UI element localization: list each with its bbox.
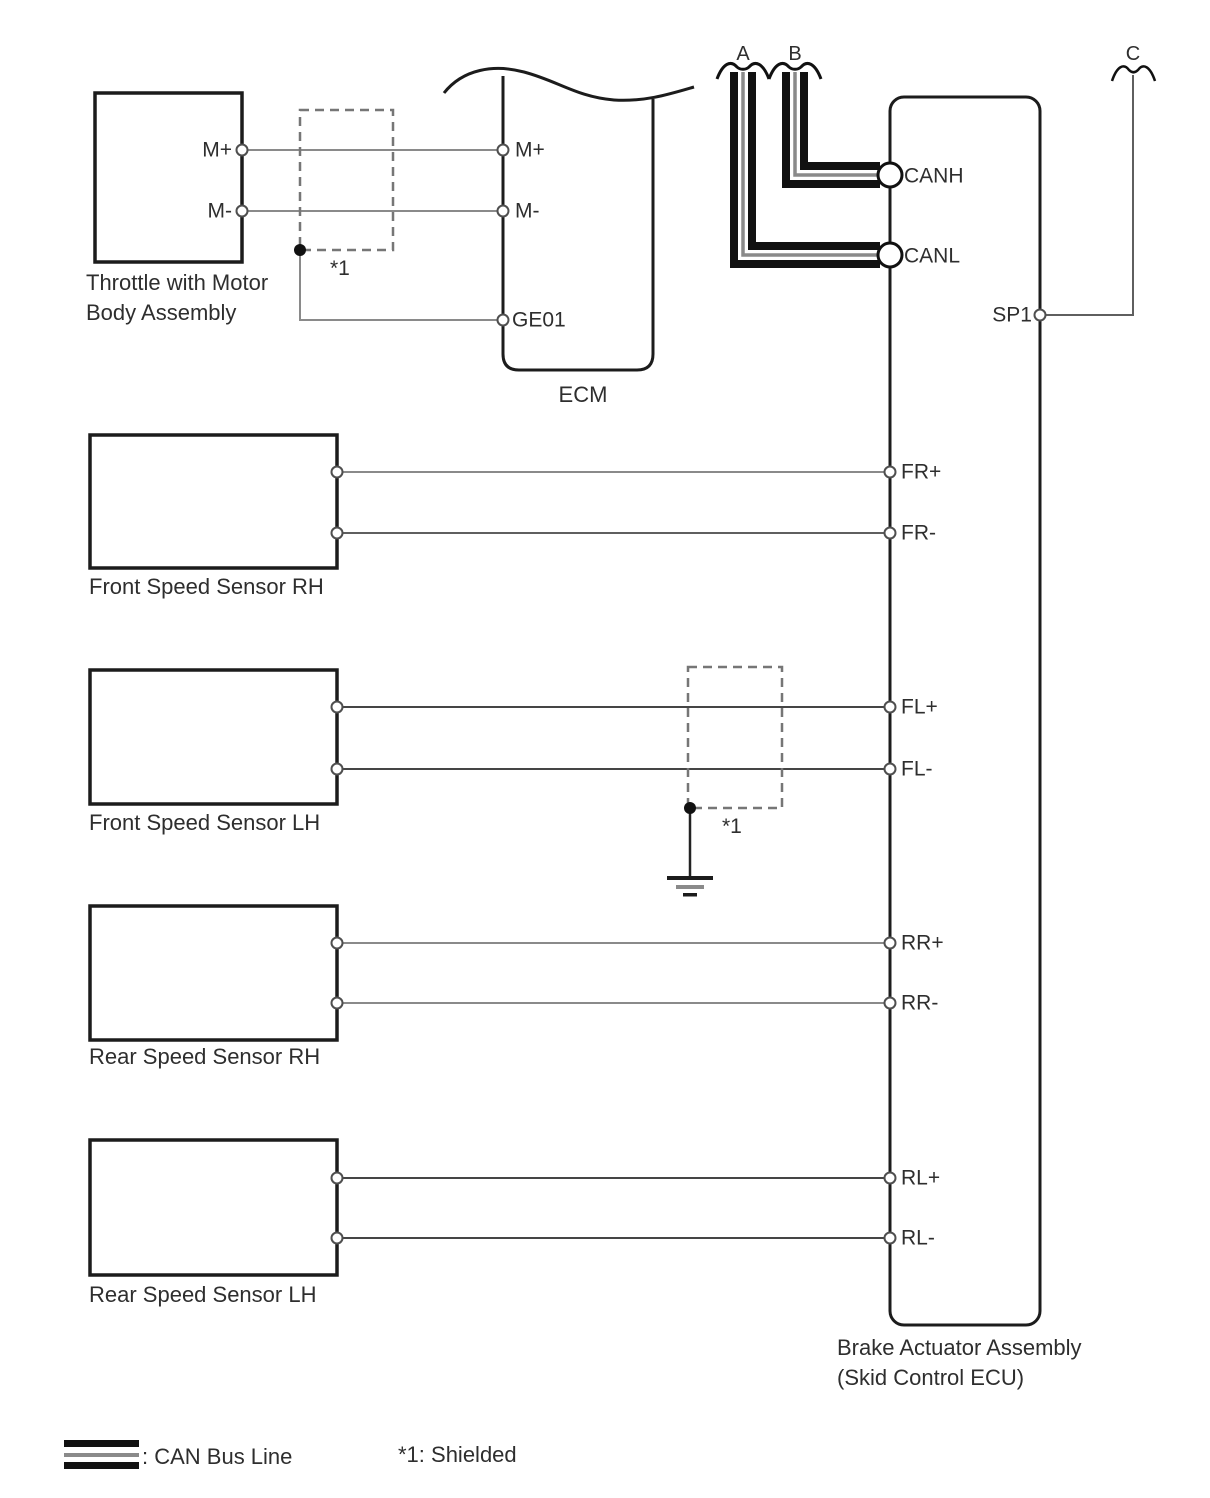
terminal-rl-minus: RL- [901,1226,935,1250]
brake-actuator-label-line1: Brake Actuator Assembly [837,1335,1082,1360]
terminal-fr-minus: FR- [901,521,936,545]
legend-shielded-label: *1: Shielded [398,1442,517,1467]
ecm-terminal-ge01: GE01 [512,308,566,332]
terminal-rl-plus: RL+ [901,1166,941,1190]
shield-note-fl: *1 [722,815,742,838]
front-speed-sensor-lh-label: Front Speed Sensor LH [89,810,321,835]
shield-junction-dot-throttle [294,244,306,256]
terminal-sp1: SP1 [992,303,1032,327]
front-speed-sensor-rh-box [90,435,337,568]
terminal-canl: CANL [904,244,961,268]
front-speed-sensor-rh-label: Front Speed Sensor RH [89,574,324,599]
terminal-fl-minus: FL- [901,757,933,781]
rear-speed-sensor-lh-label: Rear Speed Sensor LH [89,1282,317,1307]
throttle-terminal-m-minus: M- [207,199,232,223]
legend-can-bus-label: : CAN Bus Line [142,1444,293,1469]
sp1-wire [1040,75,1133,315]
ecm-label: ECM [558,382,608,407]
ground-symbol [667,876,713,897]
connector-b-label: B [788,43,802,65]
shield-junction-dot-fl [684,802,696,814]
can-bus-line-symbol [64,1440,139,1469]
throttle-label-line1: Throttle with Motor [86,270,269,295]
shield-note-throttle: *1 [330,257,350,280]
canl-terminal [878,243,902,267]
terminal-rr-plus: RR+ [901,931,944,955]
throttle-terminal-m-plus: M+ [202,138,232,162]
rear-speed-sensor-lh-box [90,1140,337,1275]
connector-a-label: A [736,43,750,65]
terminal-fl-plus: FL+ [901,695,938,719]
front-speed-sensor-lh-box [90,670,337,804]
rear-speed-sensor-rh-box [90,906,337,1040]
throttle-label-line2: Body Assembly [86,300,237,325]
shield-box-fl-sensor [688,667,782,808]
terminal-canh: CANH [904,164,964,188]
ecm-terminal-m-minus: M- [515,199,540,223]
can-bus-bundle-b [795,72,880,175]
brake-actuator-label-line2: (Skid Control ECU) [837,1365,1025,1390]
connector-c-label: C [1125,43,1141,65]
terminal-rr-minus: RR- [901,991,939,1015]
shield-box-throttle [300,110,393,250]
ecm-terminal-m-plus: M+ [515,138,545,162]
throttle-box [95,93,242,262]
canh-terminal [878,163,902,187]
terminal-fr-plus: FR+ [901,460,942,484]
rear-speed-sensor-rh-label: Rear Speed Sensor RH [89,1044,321,1069]
